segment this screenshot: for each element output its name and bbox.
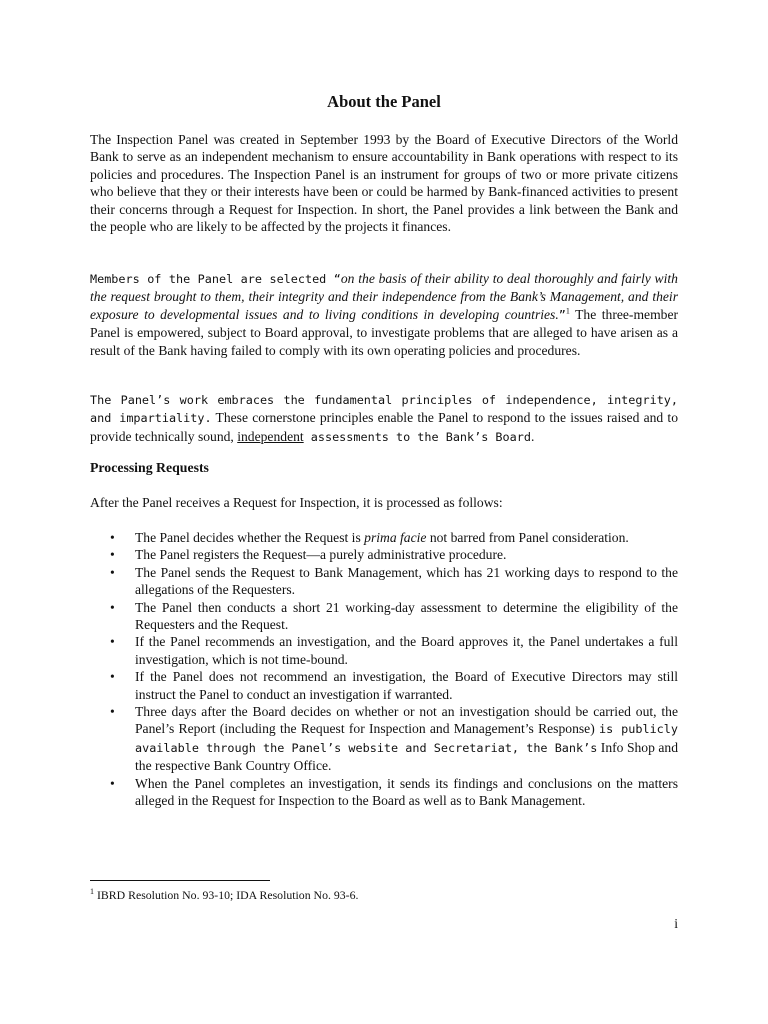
principles-part1: The Panel’s work embraces the fundamental principles of independence, integrity, and impartiality. [90, 393, 678, 426]
page-title: About the Panel [327, 92, 441, 111]
footnote-text: IBRD Resolution No. 93-10; IDA Resolution No. 93-6. [94, 888, 359, 902]
list-item [90, 529, 678, 546]
paragraph-principles [90, 391, 678, 446]
step-text: If the Panel recommends an investigation, and the Board approves it, the Panel undertakes a full investigation, which is not time-bound. [135, 634, 678, 667]
list-item [90, 546, 678, 563]
principles-part2: These cornerstone principles enable the Panel to respond to the issues raised and to provide technically sound, [90, 410, 678, 444]
bullet-marker: • [110, 547, 115, 563]
footnote-divider [90, 880, 270, 881]
list-item [90, 564, 678, 599]
underlined-independent: independent [237, 428, 304, 444]
processing-intro: After the Panel receives a Request for Inspection, it is processed as follows: [90, 495, 503, 510]
step-text: not barred from Panel consideration. [426, 530, 629, 545]
step-text: The Panel registers the Request—a purely administrative procedure. [135, 547, 507, 563]
bullet-marker: • [110, 599, 115, 615]
members-rest: The three-member Panel is empowered, subject to Board approval, to investigate problems that are alleged to have arisen as a result of the Bank having failed to comply with its own operating policies and procedures. [90, 306, 678, 358]
footnote-mark: 1 [90, 887, 94, 897]
step-text-mono: is publicly available through the Panel’s website and Secretariat, the Bank’s [135, 722, 678, 755]
footnote [90, 888, 358, 903]
list-item [90, 668, 678, 703]
bullet-marker: • [110, 775, 115, 791]
section-heading: Processing Requests [90, 460, 209, 475]
paragraph-members [90, 270, 678, 359]
step-emphasis: prima facie [364, 530, 427, 545]
bullet-marker: • [110, 530, 115, 545]
step-text: If the Panel does not recommend an investigation, the Board of Executive Directors may still instruct the Panel to conduct an investigation if warranted. [135, 669, 678, 702]
bullet-marker: • [110, 669, 115, 685]
step-text: The Panel sends the Request to Bank Management, which has 21 working days to respond to the allegations of the Requesters. [135, 564, 678, 598]
principles-part3: assessments to the Bank’s Board [303, 429, 531, 444]
step-text: The Panel decides whether the Request is [135, 530, 365, 545]
members-lead: Members of the Panel are selected “ [90, 272, 341, 286]
paragraph-intro: The Inspection Panel was created in September 1993 by the Board of Executive Directors of the World Bank to serve as an independent mechanism to ensure accountability in Bank operations with respect to its policies and procedures. The Inspection Panel is an instrument for groups of two or more private citizens who believe that they or their interests have been or could be harmed by Bank-financed activities to present their concerns through a Request for Inspection. In short, the Panel provides a link between the Bank and the people who are likely to be affected by the projects it finances. [90, 132, 678, 235]
step-text: The Panel then conducts a short 21 working-day assessment to determine the eligibility of the Requesters and the Request. [135, 599, 678, 633]
processing-steps-list [90, 529, 678, 810]
footnote-reference: 1 [565, 306, 570, 316]
bullet-marker: • [110, 704, 115, 720]
step-text: When the Panel completes an investigation, it sends its findings and conclusions on the matters alleged in the Request for Inspection to the Board as well as to Bank Management. [135, 775, 678, 809]
bullet-marker: • [110, 634, 115, 650]
list-item [90, 633, 678, 668]
page-number: i [674, 916, 678, 931]
step-text: Info Shop and the respective Bank Country Office. [135, 739, 679, 774]
list-item [90, 599, 678, 634]
list-item [90, 703, 678, 775]
members-quote-close: ” [558, 307, 566, 322]
bullet-marker: • [110, 564, 115, 580]
members-quote: on the basis of their ability to deal thoroughly and fairly with the request brought to them, their integrity and their independence from the Bank’s Management, and their exposure to developmental issues and to living conditions in developing countries. [90, 271, 678, 322]
principles-end: . [530, 428, 535, 444]
step-text: Three days after the Board decides on whether or not an investigation should be carried out, the Panel’s Report (including the Request for Inspection and Management’s Response) [135, 704, 678, 737]
list-item [90, 775, 678, 810]
